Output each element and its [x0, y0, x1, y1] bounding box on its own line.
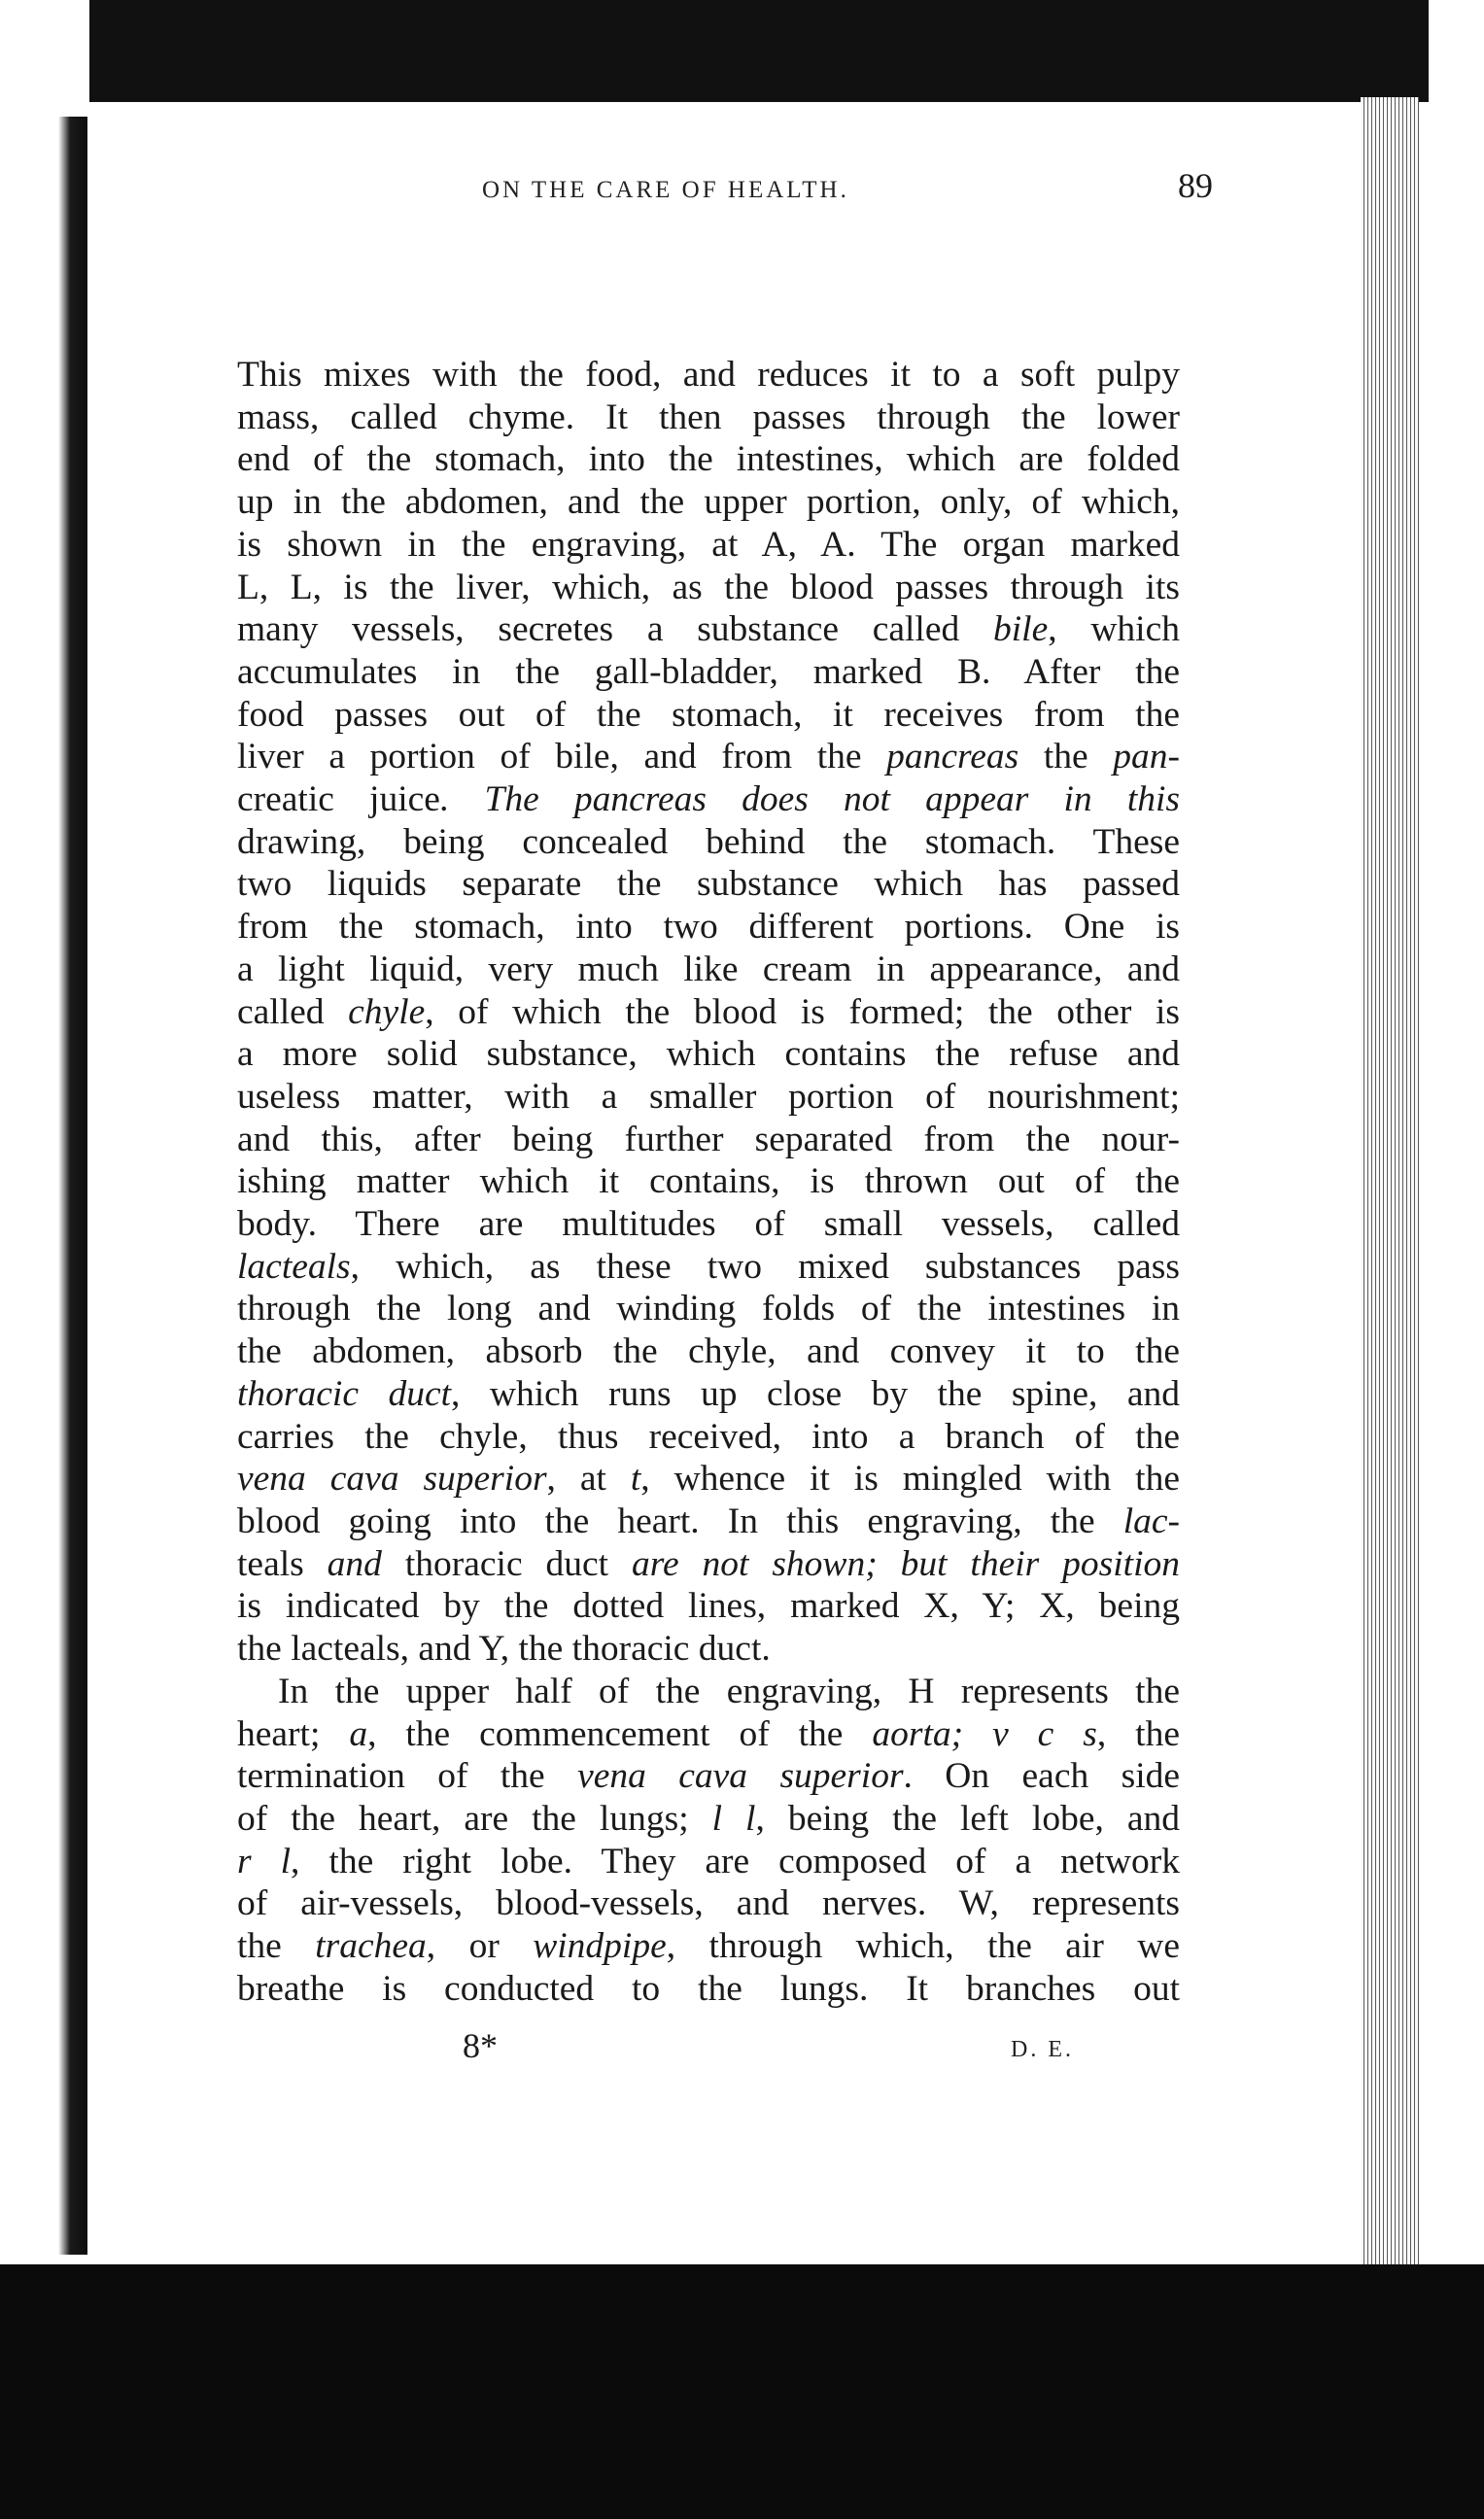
- text-line: liver a portion of bile, and from the pancreas the pan-: [237, 737, 1180, 777]
- text-line: and this, after being further separated from the nour-: [237, 1119, 1180, 1159]
- text-line: lacteals, which, as these two mixed substances pass: [237, 1246, 1180, 1287]
- text-line: blood going into the heart. In this engraving, the lac-: [237, 1501, 1180, 1541]
- scan-border-bottom: [0, 2264, 1484, 2519]
- text-line: called chyle, of which the blood is formed; the other is: [237, 991, 1180, 1032]
- signature-mark: 8*: [463, 2026, 498, 2065]
- scan-border-top: [68, 0, 1429, 102]
- text-line: many vessels, secretes a substance called bile, which: [237, 609, 1180, 650]
- footer-initials: D. E.: [1011, 2037, 1074, 2062]
- text-line: of air-vessels, blood-vessels, and nerves. W, represents: [237, 1883, 1180, 1924]
- text-line: a light liquid, very much like cream in appearance, and: [237, 949, 1180, 989]
- text-line: the lacteals, and Y, the thoracic duct.: [237, 1629, 771, 1670]
- text-line: carries the chyle, thus received, into a branch of the: [237, 1416, 1180, 1457]
- text-line: vena cava superior, at t, whence it is mingled with the: [237, 1459, 1180, 1500]
- text-line: accumulates in the gall-bladder, marked B. After the: [237, 651, 1180, 692]
- text-line: breathe is conducted to the lungs. It branches out: [237, 1968, 1180, 2009]
- text-line: body. There are multitudes of small vessels, called: [237, 1204, 1180, 1245]
- text-line: This mixes with the food, and reduces it to a soft pulpy: [237, 355, 1180, 395]
- text-line: is shown in the engraving, at A, A. The organ marked: [237, 524, 1180, 565]
- text-line: through the long and winding folds of the intestines in: [237, 1289, 1180, 1329]
- text-line: L, L, is the liver, which, as the blood passes through its: [237, 567, 1180, 607]
- text-line: thoracic duct, which runs up close by the spine, and: [237, 1373, 1180, 1414]
- text-line: from the stomach, into two different portions. One is: [237, 907, 1180, 948]
- text-line: termination of the vena cava superior. On each side: [237, 1756, 1180, 1797]
- text-line: drawing, being concealed behind the stomach. These: [237, 821, 1180, 862]
- scan-border-left: [58, 117, 87, 2255]
- text-line: teals and thoracic duct are not shown; but their position: [237, 1543, 1180, 1584]
- text-line: mass, called chyme. It then passes through the lower: [237, 397, 1180, 437]
- text-line: r l, the right lobe. They are composed of a network: [237, 1841, 1180, 1881]
- text-line: of the heart, are the lungs; l l, being the left lobe, and: [237, 1798, 1180, 1839]
- text-line: the trachea, or windpipe, through which, the air we: [237, 1926, 1180, 1967]
- body-text: [237, 354, 1180, 2010]
- text-line: up in the abdomen, and the upper portion, only, of which,: [237, 482, 1180, 523]
- running-head: ON THE CARE OF HEALTH.: [482, 177, 849, 203]
- text-line: two liquids separate the substance which has passed: [237, 864, 1180, 905]
- text-line: creatic juice. The pancreas does not appear in this: [237, 779, 1180, 820]
- text-line: end of the stomach, into the intestines, which are folded: [237, 439, 1180, 480]
- page-number: 89: [1178, 166, 1213, 205]
- text-line: food passes out of the stomach, it receives from the: [237, 694, 1180, 735]
- page-edges-right: [1361, 97, 1419, 2274]
- text-line: a more solid substance, which contains the refuse and: [237, 1034, 1180, 1075]
- text-line: useless matter, with a smaller portion of nourishment;: [237, 1076, 1180, 1117]
- text-line: ishing matter which it contains, is thrown out of the: [237, 1161, 1180, 1202]
- text-line: heart; a, the commencement of the aorta; v c s, the: [237, 1713, 1180, 1754]
- text-line: In the upper half of the engraving, H represents the: [278, 1671, 1180, 1711]
- text-line: is indicated by the dotted lines, marked X, Y; X, being: [237, 1586, 1180, 1627]
- text-line: the abdomen, absorb the chyle, and convey it to the: [237, 1331, 1180, 1372]
